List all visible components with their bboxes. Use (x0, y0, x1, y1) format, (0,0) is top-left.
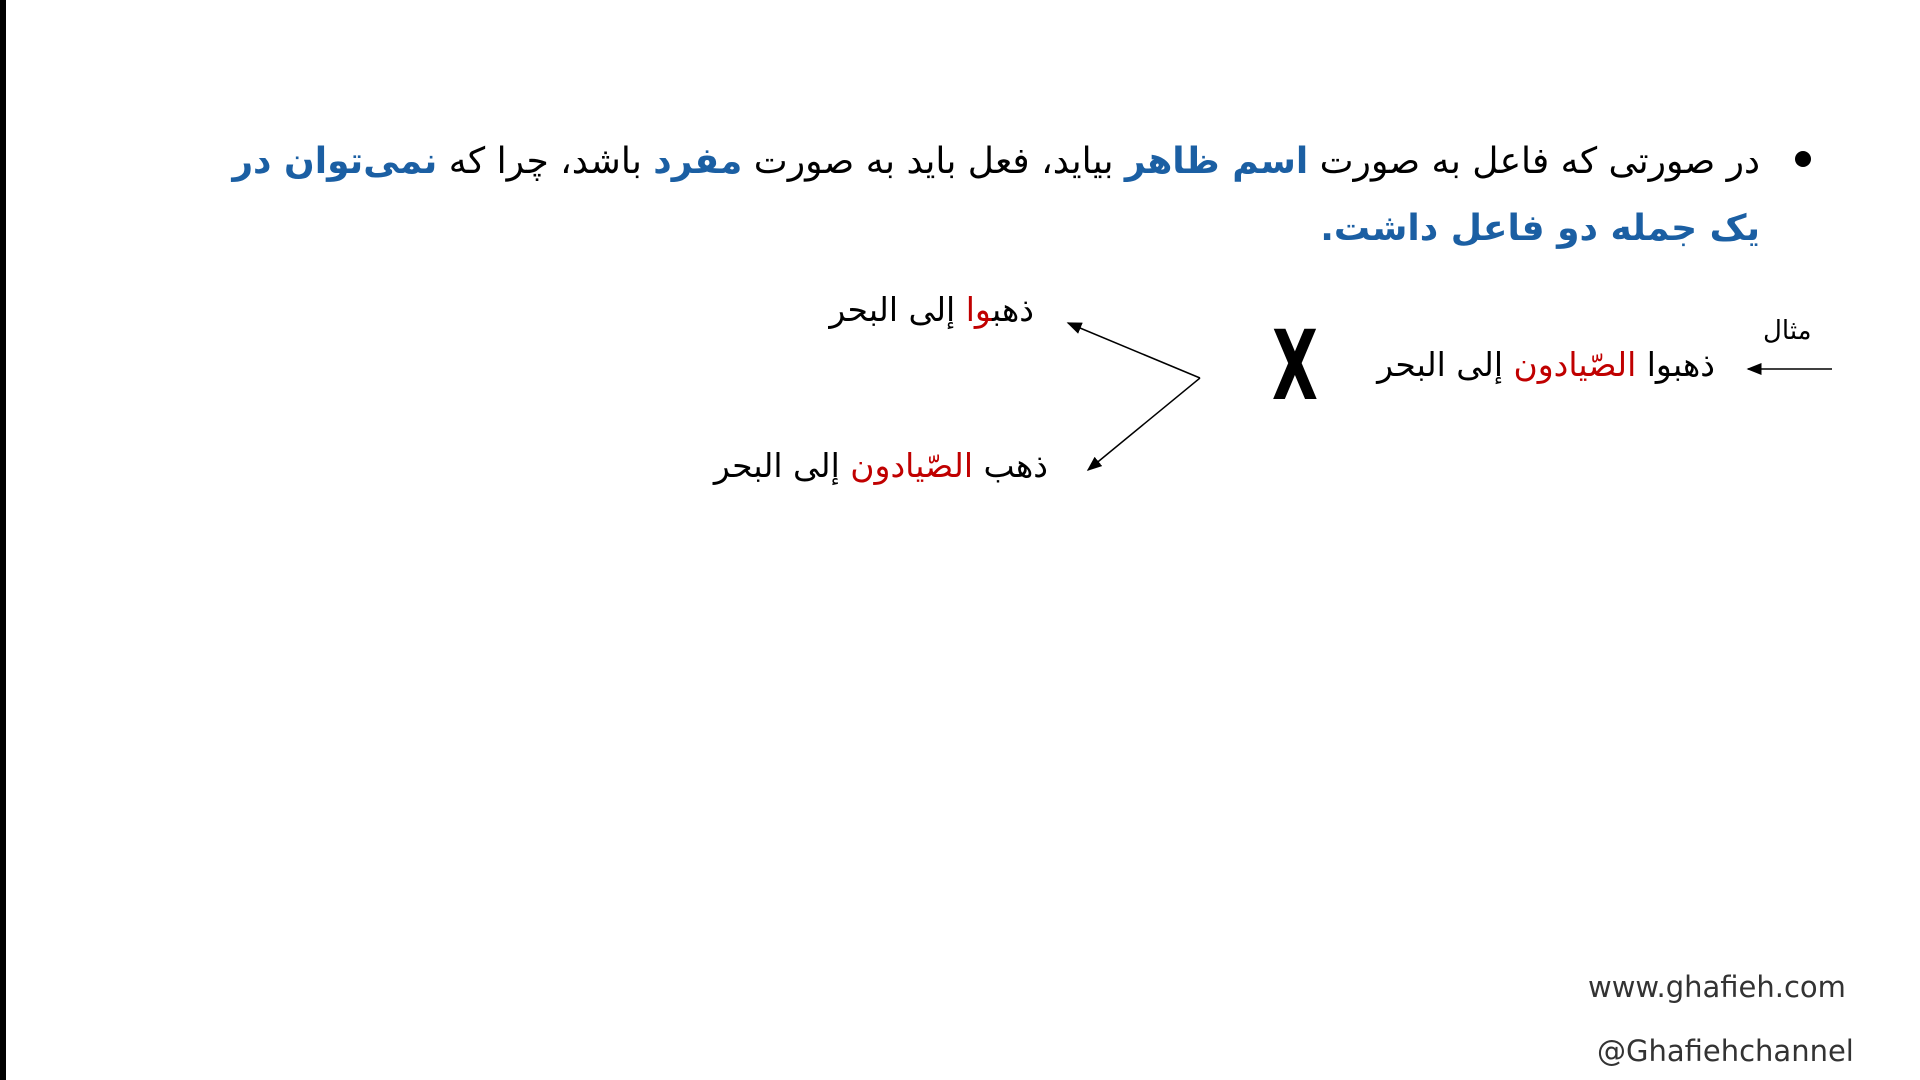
branch-arrow-lower (1088, 378, 1200, 470)
footer-website: www.ghafieh.com (1588, 970, 1846, 1004)
slide-left-border (0, 0, 6, 1080)
rule-highlight: یک جمله دو فاعل داشت. (1320, 208, 1760, 249)
correct-example-1 (829, 290, 1034, 329)
rule-text-line-2 (1320, 205, 1760, 253)
branch-arrow-upper (1068, 323, 1200, 378)
verb-stem: ذهب (991, 290, 1034, 329)
verb-plural: ذهبوا (1636, 345, 1715, 384)
rule-segment: باشد، چرا که (437, 141, 654, 182)
rule-highlight: مفرد (653, 141, 743, 182)
wrong-mark-icon: X (1272, 310, 1318, 422)
rule-text-line-1 (232, 138, 1760, 186)
wrong-example-sentence (1377, 345, 1715, 384)
rule-segment: در صورتی که فاعل به صورت (1308, 141, 1760, 182)
sentence-rest: إلی البحر (713, 446, 851, 485)
footer-channel: @Ghafiehchannel (1597, 1034, 1854, 1068)
sentence-rest: إلی البحر (829, 290, 966, 329)
verb-singular: ذهب (973, 446, 1048, 485)
plural-suffix: وا (965, 290, 992, 329)
rule-highlight: اسم ظاهر (1124, 141, 1309, 182)
sentence-rest: إلی البحر (1377, 345, 1514, 384)
subject-noun: الصّیادون (850, 446, 973, 485)
subject-noun: الصّیادون (1513, 345, 1637, 384)
correct-example-2 (714, 446, 1048, 485)
rule-segment: بیاید، فعل باید به صورت (742, 141, 1125, 182)
rule-highlight: نمی‌توان در (232, 141, 438, 182)
bullet-dot (1795, 151, 1811, 167)
example-label: مثال (1763, 316, 1812, 346)
